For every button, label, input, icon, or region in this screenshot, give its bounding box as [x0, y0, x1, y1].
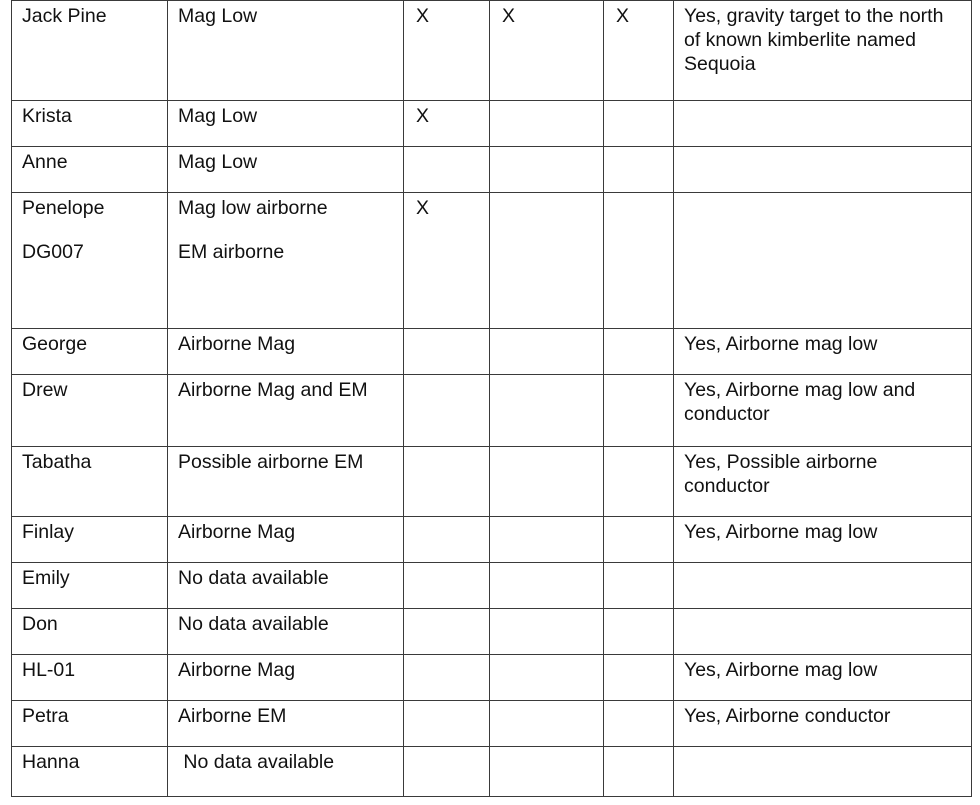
comment-cell [674, 563, 972, 609]
anomaly-type-cell: Airborne Mag [168, 329, 404, 375]
check-cell-1 [404, 563, 490, 609]
table-row [12, 447, 972, 517]
comment-cell [674, 747, 972, 797]
check-cell-3 [604, 517, 674, 563]
comment-cell: Yes, Airborne mag low [674, 655, 972, 701]
table-row [12, 517, 972, 563]
check-cell-1 [404, 655, 490, 701]
comment-cell: Yes, Airborne mag low [674, 329, 972, 375]
target-name-cell: Finlay [12, 517, 168, 563]
table-row [12, 655, 972, 701]
comment-cell: Yes, Airborne mag low and conductor [674, 375, 972, 447]
check-cell-1 [404, 147, 490, 193]
check-cell-2 [490, 447, 604, 517]
check-cell-1 [404, 329, 490, 375]
check-cell-2 [490, 701, 604, 747]
check-cell-2 [490, 147, 604, 193]
check-cell-2 [490, 655, 604, 701]
table-row [12, 147, 972, 193]
anomaly-type-cell: Airborne Mag and EM [168, 375, 404, 447]
check-cell-1: X [404, 1, 490, 101]
target-name-cell: Tabatha [12, 447, 168, 517]
check-cell-3 [604, 563, 674, 609]
table-row [12, 193, 972, 329]
target-name-primary: Penelope [22, 197, 105, 219]
check-cell-1 [404, 517, 490, 563]
anomaly-type-cell [168, 193, 404, 329]
anomaly-type-primary: Mag low airborne [178, 197, 328, 219]
targets-table [11, 0, 972, 797]
anomaly-type-secondary: EM airborne [178, 241, 285, 263]
comment-cell [674, 147, 972, 193]
check-cell-2 [490, 563, 604, 609]
anomaly-type-cell: Airborne EM [168, 701, 404, 747]
check-cell-3 [604, 447, 674, 517]
check-cell-2 [490, 329, 604, 375]
target-name-cell [12, 193, 168, 329]
table-row [12, 375, 972, 447]
target-name-cell: Don [12, 609, 168, 655]
target-name-cell: Hanna [12, 747, 168, 797]
check-cell-3 [604, 147, 674, 193]
check-cell-3: X [604, 1, 674, 101]
check-cell-3 [604, 101, 674, 147]
comment-cell [674, 101, 972, 147]
anomaly-type-cell: Mag Low [168, 101, 404, 147]
table-row [12, 747, 972, 797]
target-name-cell: Anne [12, 147, 168, 193]
check-cell-3 [604, 609, 674, 655]
anomaly-type-cell: Airborne Mag [168, 517, 404, 563]
check-cell-2 [490, 101, 604, 147]
comment-cell: Yes, gravity target to the north of known kimberlite named Sequoia [674, 1, 972, 101]
check-cell-1: X [404, 101, 490, 147]
target-name-cell: Jack Pine [12, 1, 168, 101]
anomaly-type-cell: Mag Low [168, 1, 404, 101]
target-name-cell: HL-01 [12, 655, 168, 701]
table-row [12, 563, 972, 609]
check-cell-3 [604, 747, 674, 797]
check-cell-2 [490, 193, 604, 329]
target-name-cell: Emily [12, 563, 168, 609]
anomaly-type-cell: Airborne Mag [168, 655, 404, 701]
comment-cell [674, 609, 972, 655]
check-cell-1: X [404, 193, 490, 329]
comment-cell [674, 193, 972, 329]
target-name-cell: Drew [12, 375, 168, 447]
check-cell-3 [604, 375, 674, 447]
check-cell-2 [490, 747, 604, 797]
target-name-cell: Krista [12, 101, 168, 147]
table-row [12, 101, 972, 147]
table-row [12, 329, 972, 375]
target-name-cell: Petra [12, 701, 168, 747]
anomaly-type-cell: Mag Low [168, 147, 404, 193]
check-cell-2 [490, 517, 604, 563]
check-cell-3 [604, 701, 674, 747]
check-cell-1 [404, 375, 490, 447]
check-cell-1 [404, 701, 490, 747]
anomaly-type-cell: Possible airborne EM [168, 447, 404, 517]
anomaly-type-cell: No data available [168, 563, 404, 609]
check-cell-3 [604, 655, 674, 701]
check-cell-2: X [490, 1, 604, 101]
comment-cell: Yes, Possible airborne conductor [674, 447, 972, 517]
check-cell-2 [490, 375, 604, 447]
target-name-secondary: DG007 [22, 241, 84, 263]
check-cell-3 [604, 193, 674, 329]
anomaly-type-cell: No data available [168, 609, 404, 655]
table-row [12, 1, 972, 101]
table-row [12, 701, 972, 747]
table-row [12, 609, 972, 655]
check-cell-1 [404, 609, 490, 655]
comment-cell: Yes, Airborne conductor [674, 701, 972, 747]
check-cell-1 [404, 447, 490, 517]
target-name-cell: George [12, 329, 168, 375]
anomaly-type-cell: No data available [168, 747, 404, 797]
check-cell-2 [490, 609, 604, 655]
check-cell-3 [604, 329, 674, 375]
check-cell-1 [404, 747, 490, 797]
comment-cell: Yes, Airborne mag low [674, 517, 972, 563]
